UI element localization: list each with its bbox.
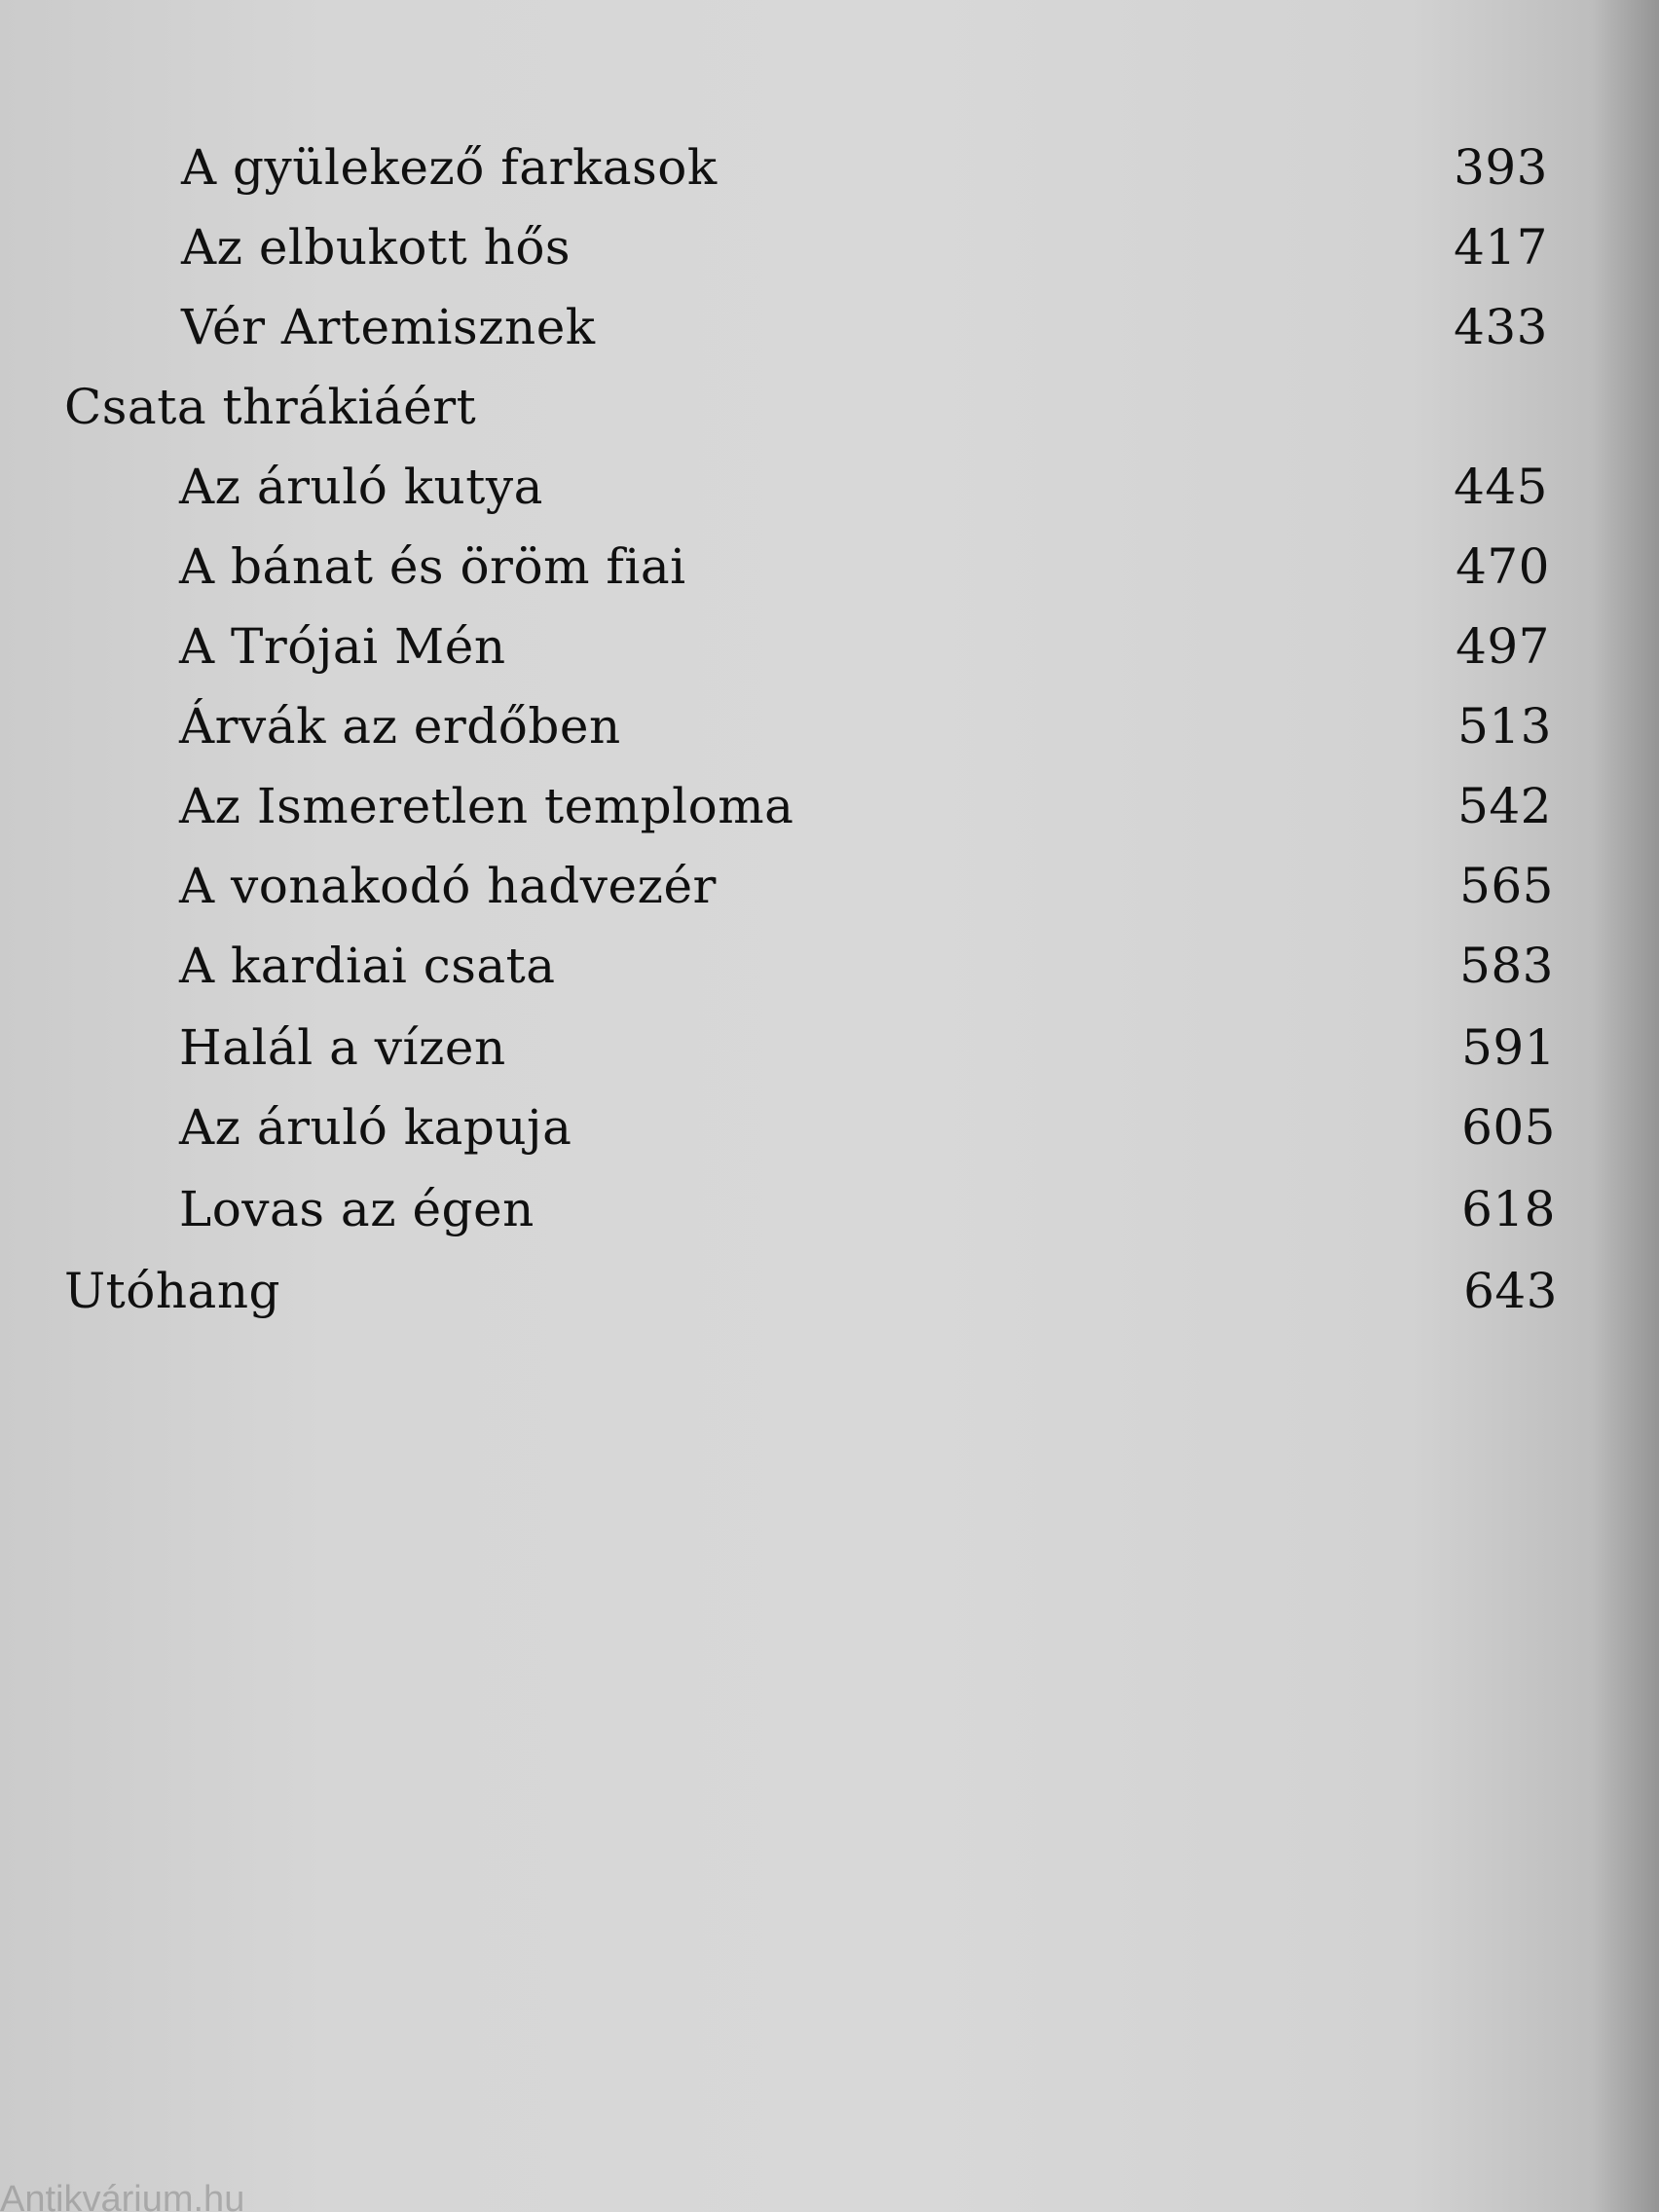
toc-entry-title: Lovas az égen xyxy=(179,1181,535,1237)
toc-entry xyxy=(0,287,1659,367)
toc-entry-title: Az Ismeretlen temploma xyxy=(179,778,794,834)
toc-entry xyxy=(0,1088,1659,1167)
toc-entry-title: A kardiai csata xyxy=(179,938,556,994)
toc-entry xyxy=(0,1169,1659,1249)
toc-entry-title: A bánat és öröm fiai xyxy=(179,538,686,595)
toc-section-title: Utóhang xyxy=(64,1263,281,1319)
toc-entry-title: A Trójai Mén xyxy=(179,618,506,675)
toc-entry xyxy=(0,128,1659,207)
toc-entry xyxy=(0,527,1659,607)
toc-entry xyxy=(0,207,1659,287)
toc-section xyxy=(0,1251,1659,1331)
toc-entry-title: Az elbukott hős xyxy=(181,219,571,276)
toc-entry-page: 542 xyxy=(1457,778,1552,834)
toc-entry-page: 618 xyxy=(1461,1181,1556,1237)
toc-entry-page: 433 xyxy=(1454,299,1548,355)
toc-entry-title: Az áruló kutya xyxy=(179,459,543,515)
toc-entry-title: Vér Artemisznek xyxy=(181,299,596,355)
toc-entry-title: A vonakodó hadvezér xyxy=(179,858,717,914)
toc-entry-title: Halál a vízen xyxy=(179,1019,506,1076)
toc-entry xyxy=(0,686,1659,766)
toc-entry xyxy=(0,1008,1659,1088)
toc-entry xyxy=(0,846,1659,926)
toc-entry-page: 605 xyxy=(1461,1099,1556,1156)
toc-entry xyxy=(0,447,1659,527)
toc-entry-title: A gyülekező farkasok xyxy=(181,139,718,196)
toc-entry-page: 583 xyxy=(1459,938,1554,994)
toc-entry-page: 393 xyxy=(1454,139,1548,196)
toc-entry-page: 513 xyxy=(1457,698,1552,755)
toc-entry-page: 417 xyxy=(1454,219,1548,276)
toc-entry-page: 470 xyxy=(1456,538,1550,595)
toc-entry-page: 565 xyxy=(1459,858,1554,914)
toc-section xyxy=(0,367,1659,447)
toc-entry-title: Az áruló kapuja xyxy=(179,1099,572,1156)
toc-entry xyxy=(0,766,1659,846)
toc-entry xyxy=(0,926,1659,1006)
toc-entry-page: 445 xyxy=(1454,459,1548,515)
toc-entry-page: 497 xyxy=(1456,618,1550,675)
toc-entry-page: 643 xyxy=(1463,1263,1558,1319)
toc-section-title: Csata thrákiáért xyxy=(64,379,477,435)
watermark-text: Antikvárium.hu xyxy=(0,2179,245,2212)
toc-entry xyxy=(0,607,1659,686)
toc-entry-title: Árvák az erdőben xyxy=(179,698,621,755)
toc-entry-page: 591 xyxy=(1461,1019,1556,1076)
